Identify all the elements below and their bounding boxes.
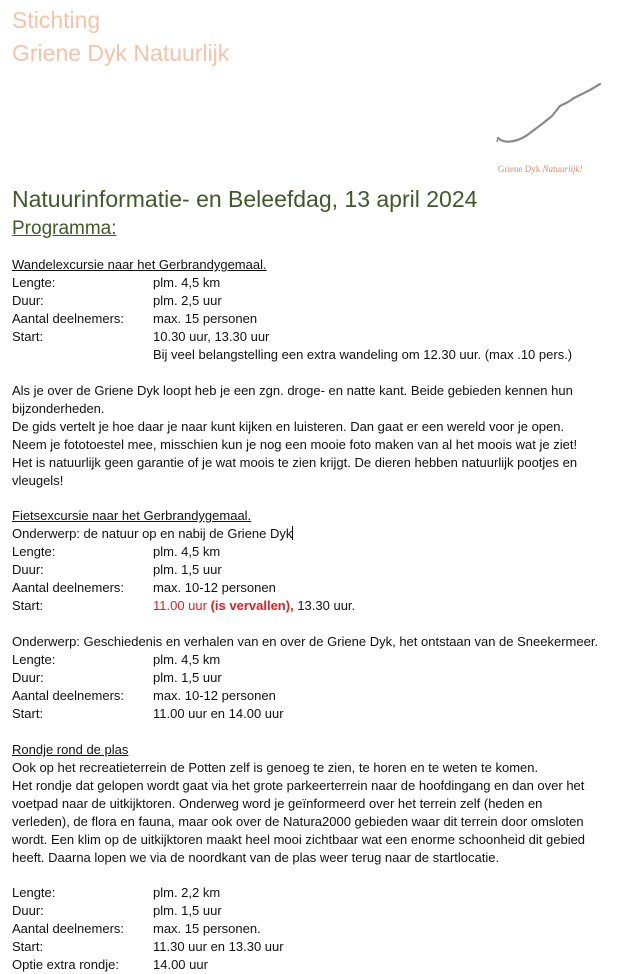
walk-row-duration: Duur: plm. 2,5 uur [12, 293, 222, 308]
org-line-1: Stichting [12, 7, 101, 33]
org-line-2: Griene Dyk Natuurlijk [12, 40, 230, 66]
bike-heading: Fietsexcursie naar het Gerbrandygemaal. [12, 508, 252, 523]
logo [494, 80, 612, 180]
bike1-row-duration: Duur: plm. 1,5 uur [12, 562, 222, 577]
walk-paragraph-line: De gids vertelt je hoe daar je naar kunt kijken en luisteren. Dan gaat er een wereld voor je open. [12, 419, 565, 434]
lake-heading: Rondje rond de plas [12, 742, 129, 757]
walk-paragraph-line: Als je over de Griene Dyk loopt heb je een zgn. droge- en natte kant. Beide gebieden kennen hun [12, 383, 573, 398]
lake-paragraph-line: Het rondje dat gelopen wordt gaat via het grote parkeerterrein naar de hoofdingang en dan over het [12, 778, 585, 793]
lake-row-start: Start: 11.30 uur en 13.30 uur [12, 939, 284, 954]
lake-row-length: Lengte: plm. 2,2 km [12, 885, 221, 900]
logo-text: Griene Dyk Natuurlijk! [498, 164, 583, 174]
walk-paragraph-line: Neem je fototoestel mee, misschien kun je nog een mooie foto maken van al het moois wat je ziet! [12, 437, 578, 452]
lake-row-extra-round: Optie extra rondje: 14.00 uur [12, 957, 208, 972]
bike1-row-length: Lengte: plm. 4,5 km [12, 544, 221, 559]
walk-paragraph-line: bijzonderheden. [12, 401, 105, 416]
walk-row-participants: Aantal deelnemers: max. 15 personen [12, 311, 258, 326]
walk-heading: Wandelexcursie naar het Gerbrandygemaal. [12, 257, 267, 272]
bike2-row-duration: Duur: plm. 1,5 uur [12, 670, 222, 685]
lake-row-participants: Aantal deelnemers: max. 15 personen. [12, 921, 261, 936]
walk-extra-note: Bij veel belangstelling een extra wandeling om 12.30 uur. (max .10 pers.) [153, 347, 573, 362]
bike2-row-start: Start: 11.00 uur en 14.00 uur [12, 706, 284, 721]
walk-row-start: Start: 10.30 uur, 13.30 uur [12, 329, 270, 344]
organization-name [12, 4, 229, 70]
walk-row-length: Lengte: plm. 4,5 km [12, 275, 221, 290]
bike-subject-2: Onderwerp: Geschiedenis en verhalen van en over de Griene Dyk, het ontstaan van de Sneekermeer. [12, 634, 599, 649]
lake-paragraph-line: voetpad naar de uitkijktoren. Onderweg word je geïnformeerd over het terrein zelf (heden en [12, 796, 543, 811]
lake-paragraph-line: heeft. Daarna lopen we via de noordkant van de plas weer terug naar de startlocatie. [12, 850, 500, 865]
lake-paragraph-line: verleden), de flora en fauna, maar ook over de Natura2000 gebieden waar dit terrein door omsloten [12, 814, 584, 829]
lake-paragraph-line: wordt. Een klim op de uitkijktoren maakt heel mooi zichtbaar wat een enorme schoonheid dit gebied [12, 832, 586, 847]
bike-subject-1: Onderwerp: de natuur op en nabij de Griene Dyk [12, 526, 293, 541]
cancelled-start-time: 11.00 uur (is vervallen), [153, 598, 294, 613]
walk-paragraph-line: vleugels! [12, 473, 64, 488]
bike1-row-participants: Aantal deelnemers: max. 10-12 personen [12, 580, 276, 595]
text-cursor [292, 526, 293, 540]
bike2-row-participants: Aantal deelnemers: max. 10-12 personen [12, 688, 276, 703]
page-subtitle: Programma: [12, 218, 117, 239]
bike2-row-length: Lengte: plm. 4,5 km [12, 652, 221, 667]
lake-paragraph-line: Ook op het recreatieterrein de Potten zelf is genoeg te zien, te horen en te weten te komen. [12, 760, 539, 775]
lake-row-duration: Duur: plm. 1,5 uur [12, 903, 222, 918]
bike1-row-start: Start: 11.00 uur (is vervallen), 13.30 uur. [12, 598, 356, 613]
page-title: Natuurinformatie- en Beleefdag, 13 april 2024 [12, 186, 478, 212]
logo-dike-line [494, 80, 612, 160]
walk-paragraph-line: Het is natuurlijk geen garantie of je wat moois te zien krijgt. De dieren hebben natuurlijk pootjes en [12, 455, 578, 470]
